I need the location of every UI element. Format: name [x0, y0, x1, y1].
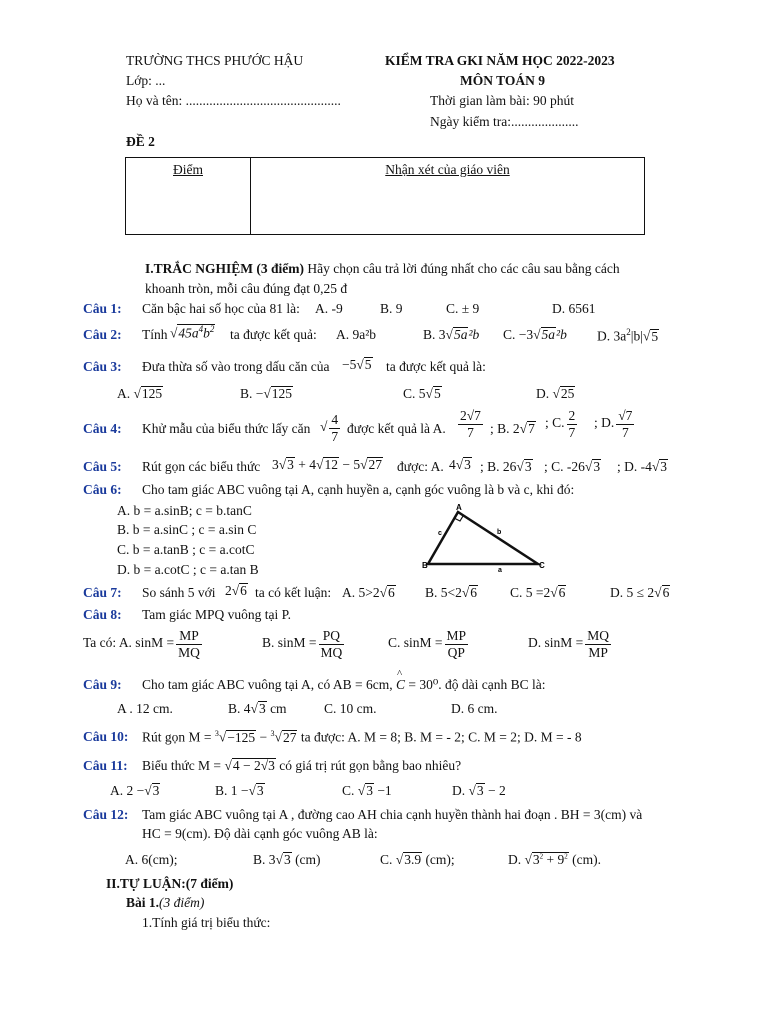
q6-option-b[interactable]: B. b = a.sinC ; c = a.sin C	[117, 522, 257, 537]
q3-option-b[interactable]: B. −√125	[240, 386, 293, 401]
name-line: Họ và tên: ..............................................	[126, 93, 341, 108]
q5-expression: 3√3 + 4√12 − 5√27	[272, 457, 382, 472]
q6-option-c[interactable]: C. b = a.tanB ; c = a.cotC	[117, 542, 255, 557]
q7-option-c[interactable]: C. 5 =2√6	[510, 585, 566, 600]
q9-option-d[interactable]: D. 6 cm.	[451, 701, 498, 716]
q10-text: Rút gọn M = $^3$√−125 − $^3$√27 ta được: A. M = 8; B. M = - 2; C. M = 2; D. M = - 8	[142, 729, 582, 745]
q12-option-a[interactable]: A. 6(cm);	[125, 852, 178, 867]
school-name: TRƯỜNG THCS PHƯỚC HẬU	[126, 53, 304, 68]
part1-instruction-2: khoanh tròn, mỗi câu đúng đạt 0,25 đ	[145, 281, 348, 296]
score-cell	[126, 158, 251, 234]
q9-text: Cho tam giác ABC vuông tại A, có AB = 6cm, C ^ = 30⁰. độ dài cạnh BC là:	[142, 668, 546, 692]
q11-option-b[interactable]: B. 1 −√3	[215, 783, 264, 798]
q8-option-c[interactable]: C. sinM = $\frac{MP}{QP}$	[388, 628, 467, 660]
q12-option-b[interactable]: B. 3√3 (cm)	[253, 852, 321, 867]
q1-text: Căn bậc hai số học của 81 là:	[142, 301, 300, 316]
q1-label: Câu 1:	[83, 301, 122, 316]
q5-option-c[interactable]: ; C. -26√3	[544, 459, 601, 474]
q8-option-a[interactable]: Ta có: A. sinM = $\frac{MP}{MQ}$	[83, 628, 200, 660]
q3-option-c[interactable]: C. 5√5	[403, 386, 441, 401]
q4-option-b[interactable]: ; B. 2√7	[490, 421, 535, 436]
q2-text: Tính	[142, 327, 168, 342]
bai1-heading: Bài 1.(3 điểm)	[126, 895, 205, 910]
q9-option-c[interactable]: C. 10 cm.	[324, 701, 377, 716]
q4-text2: được kết quả là A.	[347, 421, 446, 436]
q11-label: Câu 11:	[83, 758, 128, 773]
q7-expression: 2√6	[225, 583, 247, 598]
part1-heading	[145, 261, 620, 277]
q2-text2: ta được kết quả:	[230, 327, 317, 342]
vertex-a-label: A	[456, 503, 462, 512]
q2-option-d[interactable]: D. $3a^2|b|√5$	[597, 327, 659, 344]
score-table	[125, 157, 645, 235]
q12-text: Tam giác ABC vuông tại A , đường cao AH chia cạnh huyền thành hai đoạn . BH = 3(cm) và	[142, 807, 643, 822]
q7-option-a[interactable]: A. 5>2√6	[342, 585, 395, 600]
exam-date: Ngày kiểm tra:....................	[430, 114, 579, 129]
side-a-label: a	[498, 567, 502, 574]
q2-label: Câu 2:	[83, 327, 122, 342]
side-b-label: b	[497, 529, 502, 536]
q12-option-c[interactable]: C. √3.9 (cm);	[380, 852, 455, 867]
q1-option-a[interactable]: A. -9	[315, 301, 343, 316]
part2-title: II.TỰ LUẬN:(7 điểm)	[106, 876, 234, 891]
q10-label: Câu 10:	[83, 729, 129, 744]
q5-option-d[interactable]: ; D. -4√3	[617, 459, 668, 474]
class-line: Lớp: ...	[126, 73, 166, 88]
q11-option-a[interactable]: A. 2 −√3	[110, 783, 160, 798]
q3-text: Đưa thừa số vào trong dấu căn của	[142, 359, 330, 374]
part1-title: I.TRẮC NGHIỆM (3 điểm)	[145, 261, 304, 276]
q4-option-d[interactable]: ; D. $\frac{√7}{7}$	[594, 408, 633, 440]
exam-title: KIỂM TRA GKI NĂM HỌC 2022-2023	[385, 53, 615, 68]
q3-expression: −5√5	[342, 357, 372, 372]
side-c-label: c	[438, 530, 442, 537]
q8-option-b[interactable]: B. sinM = $\frac{PQ}{MQ}$	[262, 628, 343, 660]
q12-option-d[interactable]: D. $√3^2 + 9^2$ (cm).	[508, 852, 602, 867]
q1-option-b[interactable]: B. 9	[380, 301, 403, 316]
q2-option-b[interactable]: B. 3√5a²b	[423, 327, 480, 342]
q6-text: Cho tam giác ABC vuông tại A, cạnh huyền a, cạnh góc vuông là b và c, khi đó:	[142, 482, 575, 497]
comment-header: Nhận xét của giáo viên	[385, 162, 510, 177]
q3-option-a[interactable]: A. √125	[117, 386, 163, 401]
q7-option-d[interactable]: D. 5 ≤ 2√6	[610, 585, 670, 600]
q2-option-a[interactable]: A. 9a²b	[336, 327, 377, 342]
bai1-item1: 1.Tính giá trị biểu thức:	[142, 915, 271, 930]
q8-text: Tam giác MPQ vuông tại P.	[142, 607, 292, 622]
q9-option-b[interactable]: B. 4√3 cm	[228, 701, 287, 716]
q4-radical: √ $\frac{4}{7}$	[320, 412, 339, 444]
q11-option-d[interactable]: D. √3 − 2	[452, 783, 506, 798]
q7-option-b[interactable]: B. 5<2√6	[425, 585, 478, 600]
triangle-figure	[420, 502, 550, 574]
q1-option-d[interactable]: D. 6561	[552, 301, 596, 316]
q12-label: Câu 12:	[83, 807, 129, 822]
q6-option-a[interactable]: A. b = a.sinB; c = b.tanC	[117, 503, 252, 518]
q12-text2: HC = 9(cm). Độ dài cạnh góc vuông AB là:	[142, 826, 378, 841]
q8-label: Câu 8:	[83, 607, 122, 622]
vertex-c-label: C	[539, 561, 545, 570]
q7-text2: ta có kết luận:	[255, 585, 332, 600]
score-header: Điểm	[173, 162, 203, 177]
q5-text: Rút gọn các biểu thức	[142, 459, 261, 474]
comment-cell	[251, 158, 644, 234]
q6-label: Câu 6:	[83, 482, 122, 497]
part1-instruction: Hãy chọn câu trả lời đúng nhất cho các câu sau bằng cách	[307, 261, 620, 276]
q2-option-c[interactable]: C. −3√5a²b	[503, 327, 567, 342]
q4-text: Khử mẫu của biểu thức lấy căn	[142, 421, 311, 436]
q7-text: So sánh 5 với	[142, 585, 216, 600]
q2-radical: $√45a^4b^2$	[170, 324, 215, 341]
q4-option-c[interactable]: ; C. $\frac{2}{7}$	[545, 408, 576, 440]
q1-option-c[interactable]: C. ± 9	[446, 301, 480, 316]
q3-option-d[interactable]: D. √25	[536, 386, 575, 401]
q8-option-d[interactable]: D. sinM = $\frac{MQ}{MP}$	[528, 628, 610, 660]
q4-label: Câu 4:	[83, 421, 122, 436]
q5-text2: được: A.	[397, 459, 444, 474]
q3-text2: ta được kết quả là:	[386, 359, 486, 374]
q7-label: Câu 7:	[83, 585, 122, 600]
vertex-b-label: B	[422, 561, 428, 570]
q9-label: Câu 9:	[83, 677, 122, 692]
q3-label: Câu 3:	[83, 359, 122, 374]
q5-option-a[interactable]: 4√3	[449, 457, 471, 472]
triangle-shape	[428, 512, 538, 564]
q6-option-d[interactable]: D. b = a.cotC ; c = a.tan B	[117, 562, 259, 577]
subject: MÔN TOÁN 9	[460, 73, 546, 88]
q9-option-a[interactable]: A . 12 cm.	[117, 701, 173, 716]
q11-option-c[interactable]: C. √3 −1	[342, 783, 392, 798]
q4-option-a[interactable]: $\frac{2√7}{7}$	[460, 408, 481, 440]
time-limit: Thời gian làm bài: 90 phút	[430, 93, 574, 108]
q5-label: Câu 5:	[83, 459, 122, 474]
exam-code: ĐỀ 2	[126, 134, 155, 149]
q11-text: Biểu thức M = √4 − 2√3 có giá trị rút gọn bằng bao nhiêu?	[142, 758, 462, 773]
q5-option-b[interactable]: ; B. 26√3	[480, 459, 532, 474]
